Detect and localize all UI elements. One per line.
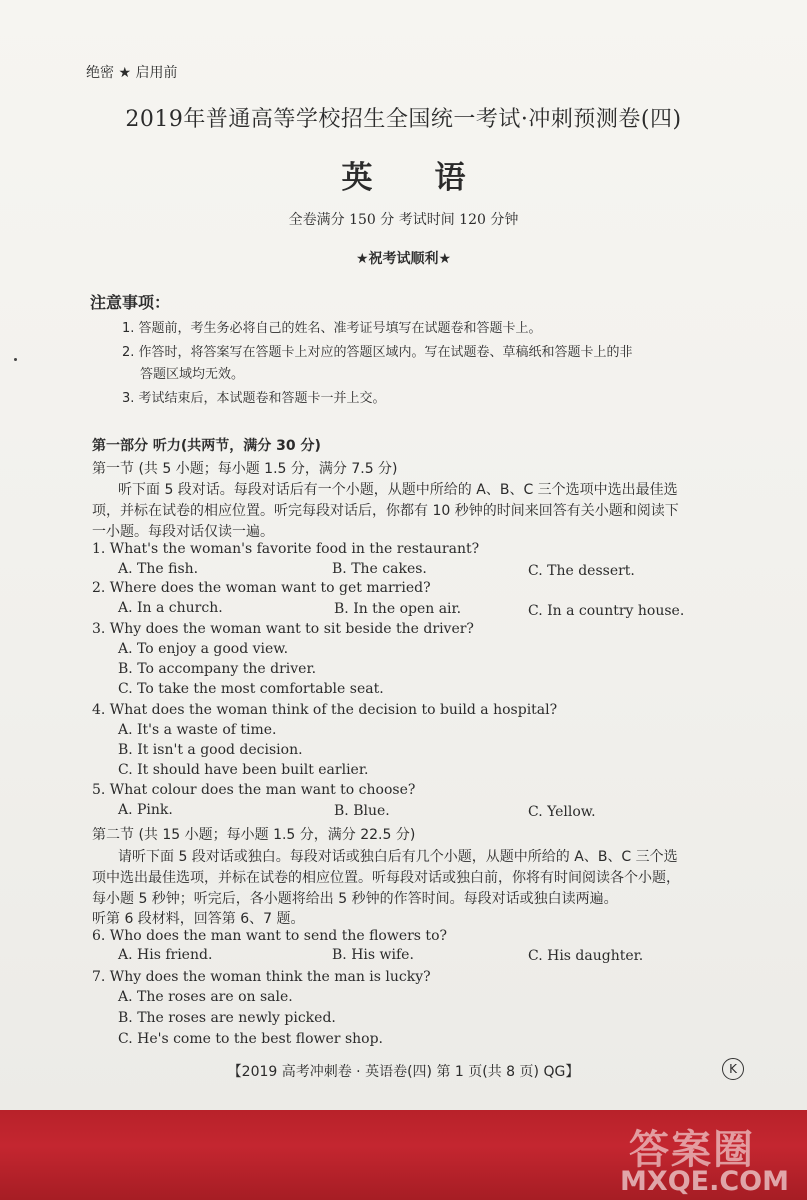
question-stem: 2. Where does the woman want to get married?: [92, 580, 431, 596]
notice-item: 答题区域均无效。: [140, 367, 245, 382]
speck: [14, 358, 17, 361]
question-stem: 6. Who does the man want to send the flowers to?: [92, 928, 447, 944]
question-stem: 5. What colour does the man want to choose?: [92, 782, 416, 798]
notice-item: 1. 答题前，考生务必将自己的姓名、准考证号填写在试题卷和答题卡上。: [122, 321, 542, 336]
watermark-url: MXQE.COM: [620, 1166, 789, 1197]
option-c: C. He's come to the best flower shop.: [118, 1031, 383, 1047]
option-b: B. The roses are newly picked.: [118, 1010, 336, 1026]
question-stem: 1. What's the woman's favorite food in the restaurant?: [92, 541, 480, 557]
part1-heading: 第一部分 听力(共两节，满分 30 分): [92, 438, 321, 454]
option-b: B. In the open air.: [334, 601, 462, 617]
section2-instruction: 每小题 5 秒钟；听完后，各小题将给出 5 秒钟的作答时间。每段对话或独白读两遍。: [92, 891, 618, 907]
section1-instruction: 一小题。每段对话仅读一遍。: [92, 524, 274, 540]
option-a: A. It's a waste of time.: [118, 722, 277, 738]
good-luck-line: ★祝考试顺利★: [355, 251, 452, 267]
option-a: A. The fish.: [118, 561, 199, 577]
section1-instruction: 项，并标在试卷的相应位置。听完每段对话后，你都有 10 秒钟的时间来回答有关小题和阅读下: [92, 503, 679, 519]
section2-instruction: 项中选出最佳选项，并标在试卷的相应位置。听每段对话或独白前，你将有时间阅读各个小题，: [92, 870, 680, 886]
option-a: A. The roses are on sale.: [118, 989, 293, 1005]
section2-heading: 第二节 (共 15 小题；每小题 1.5 分，满分 22.5 分): [92, 827, 416, 843]
confidential-label: 绝密 ★ 启用前: [86, 65, 178, 81]
notice-heading: 注意事项：: [90, 293, 171, 312]
option-b: B. To accompany the driver.: [118, 661, 317, 677]
score-time-line: 全卷满分 150 分 考试时间 120 分钟: [288, 212, 519, 228]
option-a: A. His friend.: [118, 947, 213, 963]
subject-title: 英语: [341, 160, 528, 196]
question-stem: 3. Why does the woman want to sit beside the driver?: [92, 621, 474, 637]
option-c: C. It should have been built earlier.: [118, 762, 369, 778]
page-footer: 【2019 高考冲刺卷 · 英语卷(四) 第 1 页(共 8 页) QG】: [227, 1064, 580, 1080]
option-c: C. Yellow.: [528, 804, 596, 820]
watermark-logo: 答案圈: [629, 1127, 755, 1173]
option-b: B. His wife.: [332, 947, 414, 963]
option-b: B. Blue.: [334, 803, 390, 819]
option-c: C. The dessert.: [528, 563, 635, 579]
option-c: C. In a country house.: [528, 603, 685, 619]
option-b: B. The cakes.: [332, 561, 427, 577]
notice-item: 2. 作答时，将答案写在答题卡上对应的答题区域内。写在试题卷、草稿纸和答题卡上的非: [122, 345, 633, 360]
notice-item: 3. 考试结束后，本试题卷和答题卡一并上交。: [122, 391, 386, 406]
option-a: A. To enjoy a good view.: [118, 641, 289, 657]
section1-instruction: 听下面 5 段对话。每段对话后有一个小题，从题中所给的 A、B、C 三个选项中选出最佳选: [118, 482, 678, 498]
section1-heading: 第一节 (共 5 小题；每小题 1.5 分，满分 7.5 分): [92, 461, 398, 477]
option-b: B. It isn't a good decision.: [118, 742, 303, 758]
option-c: C. To take the most comfortable seat.: [118, 681, 384, 697]
question-stem: 4. What does the woman think of the decision to build a hospital?: [92, 702, 558, 718]
option-a: A. Pink.: [118, 802, 173, 818]
question-stem: 7. Why does the woman think the man is lucky?: [92, 969, 431, 985]
option-c: C. His daughter.: [528, 948, 644, 964]
material-note: 听第 6 段材料，回答第 6、7 题。: [92, 911, 305, 927]
exam-title: 2019年普通高等学校招生全国统一考试·冲刺预测卷(四): [125, 107, 682, 132]
section2-instruction: 请听下面 5 段对话或独白。每段对话或独白后有几个小题，从题中所给的 A、B、C 三个选: [118, 849, 678, 865]
circled-k-mark: K: [722, 1058, 744, 1080]
option-a: A. In a church.: [118, 600, 223, 616]
